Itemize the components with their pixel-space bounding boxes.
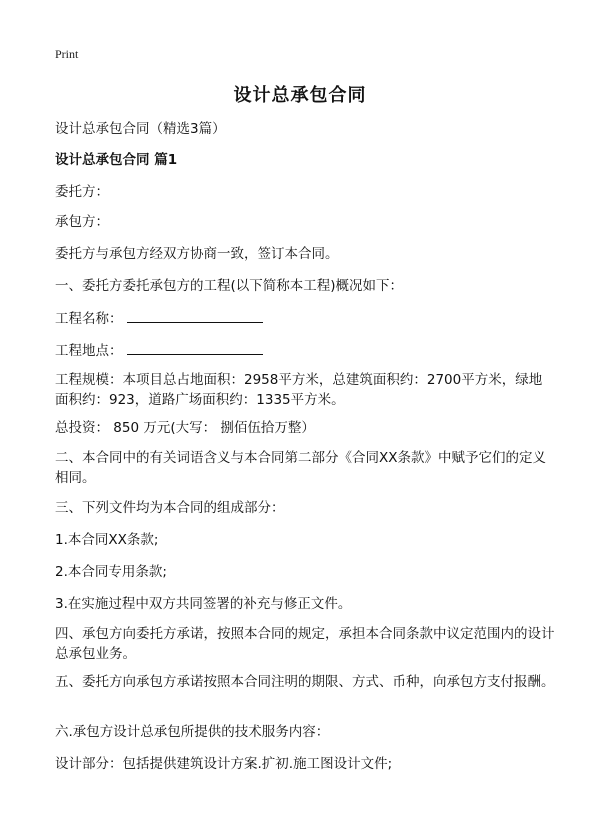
section-heading: 设计总承包合同 篇1 [55,152,178,168]
clause-1: 一、委托方委托承包方的工程(以下简称本工程)概况如下： [55,278,404,294]
project-scale: 工程规模：本项目总占地面积：2958平方米，总建筑面积约：2700平方米，绿地面积约：923，道路广场面积约：1335平方米。 [55,372,543,408]
doc-item-2: 2.本合同专用条款; [55,564,167,580]
project-name-field[interactable] [127,308,263,323]
project-location-label: 工程地点： [55,343,123,359]
project-name-label: 工程名称： [55,311,123,327]
clause-5: 五、委托方向承包方承诺按照本合同注明的期限、方式、币种，向承包方支付报酬。 [55,674,555,690]
party-client: 委托方： [55,184,109,200]
clause-4: 四、承包方向委托方承诺，按照本合同的规定，承担本合同条款中议定范围内的设计总承包业务。 [55,626,555,662]
party-contractor: 承包方： [55,214,109,230]
doc-item-1: 1.本合同XX条款; [55,532,159,548]
document-subtitle: 设计总承包合同（精选3篇） [55,121,226,137]
doc-item-3: 3.在实施过程中双方共同签署的补充与修正文件。 [55,596,352,612]
clause-3: 三、下列文件均为本合同的组成部分： [55,500,285,516]
print-link[interactable]: Print [55,47,79,61]
clause-6: 六.承包方设计总承包所提供的技术服务内容： [55,724,330,740]
clause-2: 二、本合同中的有关词语含义与本合同第二部分《合同XX条款》中赋予它们的定义相同。 [55,450,546,486]
agreement-intro: 委托方与承包方经双方协商一致，签订本合同。 [55,246,339,262]
project-location-row [55,340,555,361]
design-part: 设计部分：包括提供建筑设计方案.扩初.施工图设计文件; [55,756,393,772]
total-investment: 总投资： 850 万元(大写： 捌佰伍拾万整） [55,420,315,436]
project-name-row [55,308,555,329]
project-location-field[interactable] [127,340,263,355]
document-title: 设计总承包合同 [233,85,367,106]
